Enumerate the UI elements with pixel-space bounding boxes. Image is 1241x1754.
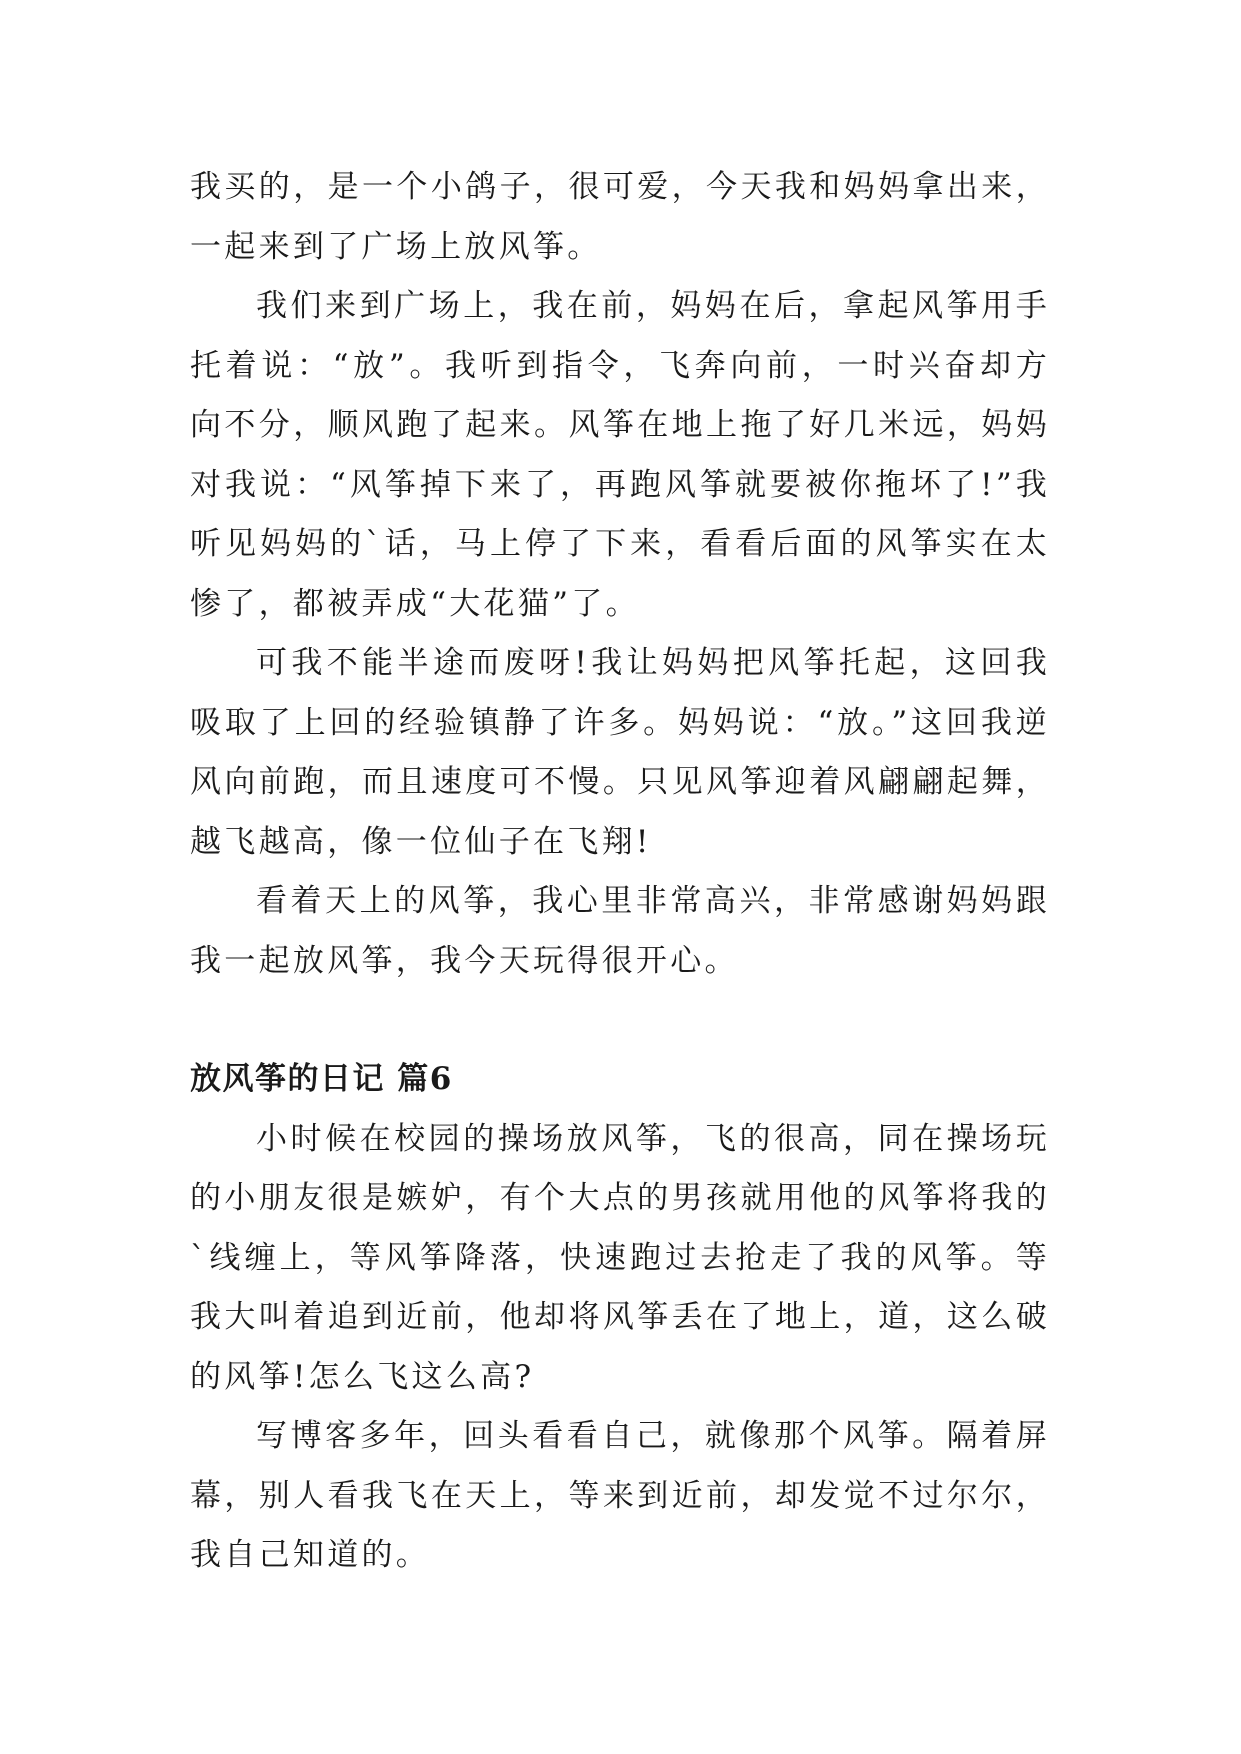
paragraph: 写博客多年，回头看看自己，就像那个风筝。隔着屏幕，别人看我飞在天上，等来到近前，却发觉不过尔尔，我自己知道的。	[190, 1418, 1050, 1573]
section-gap	[190, 991, 1050, 1050]
paragraph: 看着天上的风筝，我心里非常高兴，非常感谢妈妈跟我一起放风筝，我今天玩得很开心。	[190, 883, 1050, 979]
section-heading: 放风筝的日记 篇6	[190, 1061, 453, 1097]
paragraph: 我买的，是一个小鸽子，很可爱，今天我和妈妈拿出来，一起来到了广场上放风筝。	[190, 169, 1050, 265]
document-page	[190, 158, 1050, 1586]
paragraph: 我们来到广场上，我在前，妈妈在后，拿起风筝用手托着说：“放”。我听到指令，飞奔向前，一时兴奋却方向不分，顺风跑了起来。风筝在地上拖了好几米远，妈妈对我说：“风筝掉下来了，再跑风筝就要被你拖坏了!”我听见妈妈的`话，马上停了下来，看看后面的风筝实在太惨了，都被弄成“大花猫”了。	[190, 288, 1050, 622]
paragraph: 可我不能半途而废呀!我让妈妈把风筝托起，这回我吸取了上回的经验镇静了许多。妈妈说：“放。”这回我逆风向前跑，而且速度可不慢。只见风筝迎着风翩翩起舞，越飞越高，像一位仙子在飞翔!	[190, 645, 1050, 860]
paragraph: 小时候在校园的操场放风筝，飞的很高，同在操场玩的小朋友很是嫉妒，有个大点的男孩就用他的风筝将我的`线缠上，等风筝降落，快速跑过去抢走了我的风筝。等我大叫着追到近前，他却将风筝丢在了地上，道，这么破的风筝!怎么飞这么高?	[190, 1120, 1050, 1395]
